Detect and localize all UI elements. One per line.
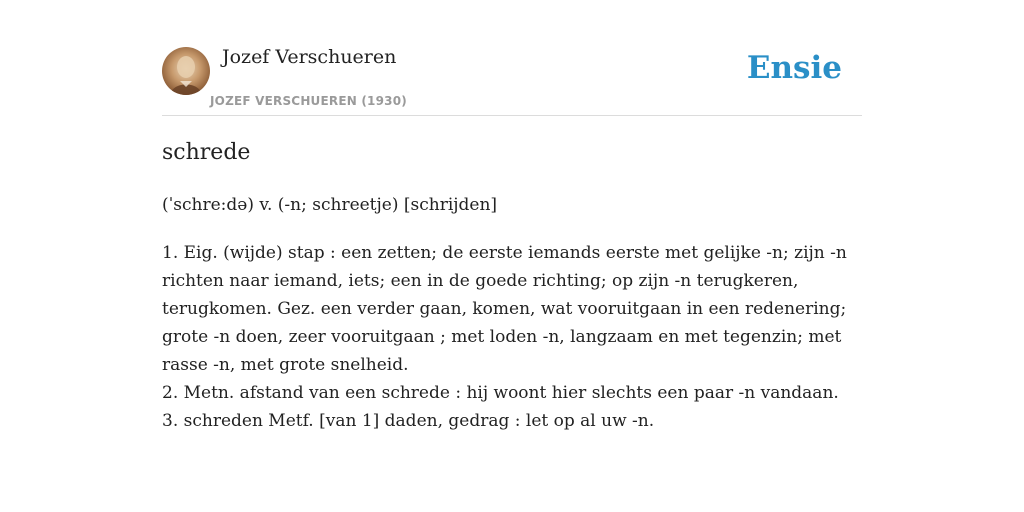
definition-line: 2. Metn. afstand van een schrede : hij woont hier slechts een paar -n vandaan.: [162, 383, 839, 403]
definition-line: terugkomen. Gez. een verder gaan, komen, wat vooruitgaan in een redenering;: [162, 299, 847, 319]
definition-line: 1. Eig. (wijde) stap : een zetten; de eerste iemands eerste met gelijke -n; zijn -n: [162, 243, 847, 263]
definition-line: richten naar iemand, iets; een in de goede richting; op zijn -n terugkeren,: [162, 271, 799, 291]
definition-line: 3. schreden Metf. [van 1] daden, gedrag : let op al uw -n.: [162, 411, 655, 431]
entry-term: schrede: [162, 140, 251, 165]
entry-definition: [162, 239, 862, 435]
author-subtitle: JOZEF VERSCHUEREN (1930): [210, 94, 407, 108]
author-avatar[interactable]: [162, 47, 210, 95]
author-portrait-icon: [162, 47, 210, 95]
header: [162, 40, 862, 116]
definition-line: grote -n doen, zeer vooruitgaan ; met loden -n, langzaam en met tegenzin; met: [162, 327, 842, 347]
definition-line: rasse -n, met grote snelheid.: [162, 355, 409, 375]
entry-pronunciation: (ˈschre:də) v. (-n; schreetje) [schrijden]: [162, 195, 498, 215]
brand-logo[interactable]: Ensie: [746, 50, 842, 86]
author-name[interactable]: Jozef Verschueren: [222, 46, 397, 68]
